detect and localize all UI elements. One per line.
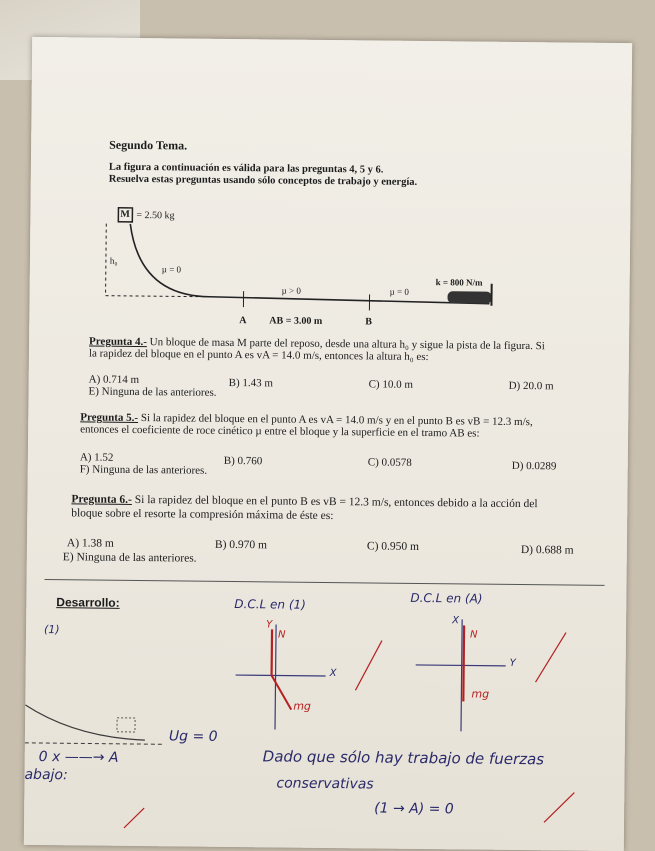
height-label: h₀ [110, 256, 118, 266]
question-5-text2: entonces el coeficiente de roce cinético µ entre el bloque y la superficie en el tramo AB es: [80, 423, 480, 439]
abajo-note: abajo: [24, 767, 67, 783]
question-5-text1: Si la rapidez del bloque en el punto A es vA = 14.0 m/s y en el punto B es vB = 12.3 m/s, [141, 412, 533, 428]
check-mark-4 [124, 808, 144, 828]
q6-option-b: B) 0.970 m [215, 539, 267, 552]
block-sketch [117, 718, 135, 732]
q5-option-d: D) 0.0289 [512, 460, 557, 472]
dcl1-x-label: X [330, 668, 337, 679]
q4-option-e: E) Ninguna de las anteriores. [88, 385, 216, 398]
check-mark-3 [544, 792, 574, 822]
spring-constant: k = 800 N/m [436, 277, 483, 287]
dcl1-y-axis [275, 624, 276, 729]
dcl2-mg-label: mg [471, 688, 489, 701]
dcl2-axis-v [461, 619, 462, 731]
ab-distance: AB = 3.00 m [269, 315, 322, 327]
potential-zero: Ug = 0 [169, 728, 218, 745]
dcl-1-title: D.C.L en (1) [234, 597, 306, 612]
dcl1-n-label: N [278, 629, 286, 640]
section-title: Segundo Tema. [109, 138, 187, 154]
dcl2-n-label: N [470, 629, 478, 640]
point-b-label: B [365, 316, 372, 327]
mu-curve: µ = 0 [162, 264, 181, 274]
desarrollo-heading: Desarrollo: [56, 595, 120, 610]
q6-option-e: E) Ninguna de las anteriores. [63, 551, 197, 564]
mu-ab: µ > 0 [282, 286, 301, 296]
question-6-label: Pregunta 6.- [71, 493, 132, 506]
handwritten-drawings [24, 37, 632, 851]
mu-b: µ = 0 [390, 287, 409, 297]
dcl1-y-label: Y [266, 619, 272, 630]
q5-option-e: F) Ninguna de las anteriores. [80, 463, 208, 476]
q5-option-b: B) 0.760 [224, 455, 263, 467]
q4-option-a: A) 0.714 m [89, 373, 140, 386]
question-4-text1: Un bloque de masa M parte del reposo, desde una altura h₀ y sigue la pista de la figura. Si [150, 336, 545, 352]
point-a-label: A [239, 315, 246, 326]
q4-option-b: B) 1.43 m [229, 377, 273, 389]
dcl2-x-label: X [452, 615, 459, 626]
question-6-text2: bloque sobre el resorte la compresión máxima de éste es: [71, 507, 333, 522]
question-6-text1: Si la rapidez del bloque en el punto B es vB = 12.3 m/s, entonces debido a la acción del [135, 494, 538, 510]
q5-option-a: A) 1.52 [80, 451, 114, 463]
dcl1-mg-label: mg [293, 700, 311, 713]
question-4-text2: la rapidez del bloque en el punto A es vA = 14.0 m/s, entonces la altura h₀ es: [89, 347, 429, 363]
item-1: (1) [44, 623, 60, 636]
note-line-2: conservativas [276, 775, 373, 792]
note-line-3: (1 → A) = 0 [374, 801, 454, 818]
check-mark-1 [355, 640, 382, 690]
dcl2-axis-h [416, 665, 506, 666]
q4-option-d: D) 20.0 m [509, 380, 554, 392]
q5-option-c: C) 0.0578 [368, 456, 412, 468]
mass-label: M [120, 209, 130, 220]
intro-line-2: Resuelva estas preguntas usando sólo conceptos de trabajo y energía. [109, 174, 418, 188]
dcl2-y-label: Y [510, 658, 516, 669]
axis-note: 0 x ——→ A [39, 749, 119, 766]
question-5-label: Pregunta 5.- [80, 411, 138, 424]
q6-option-a: A) 1.38 m [67, 537, 114, 549]
dcl-2-title: D.C.L en (A) [410, 591, 482, 606]
q6-option-c: C) 0.950 m [367, 540, 419, 553]
q4-option-c: C) 10.0 m [369, 378, 413, 390]
note-line-1: Dado que sólo hay trabajo de fuerzas [263, 747, 545, 768]
weight-1 [271, 675, 291, 709]
q6-option-d: D) 0.688 m [521, 544, 574, 557]
check-mark-2 [536, 632, 567, 682]
reference-line [25, 743, 165, 744]
track-sketch [25, 705, 145, 740]
intro-line-1: La figura a continuación es válida para las preguntas 4, 5 y 6. [109, 162, 384, 176]
question-4-label: Pregunta 4.- [89, 335, 147, 348]
dcl1-x-axis [236, 675, 326, 676]
mass-value: = 2.50 kg [136, 210, 174, 221]
exam-sheet [24, 37, 632, 851]
